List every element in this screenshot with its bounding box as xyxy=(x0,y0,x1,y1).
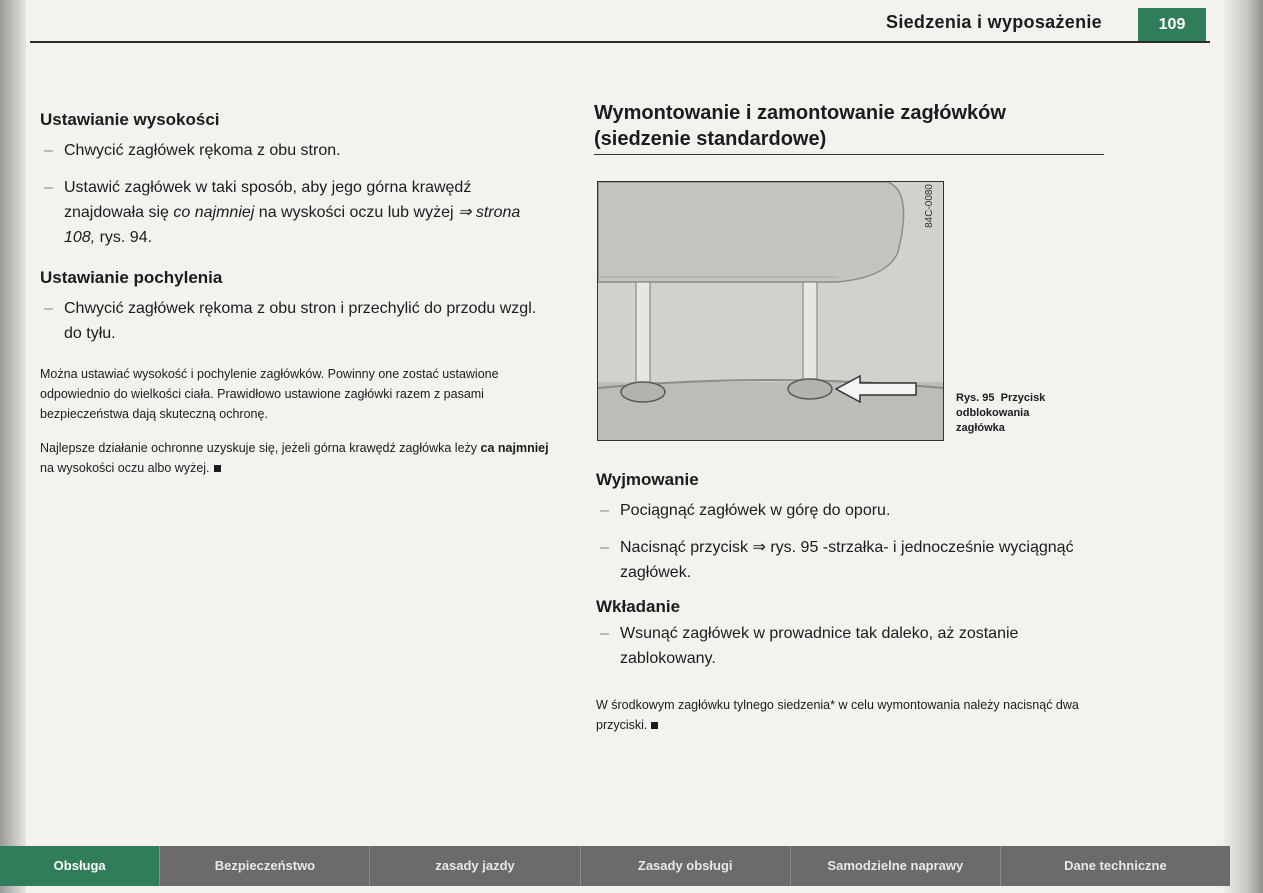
chapter-nav xyxy=(0,846,1230,886)
note-paragraph-2 xyxy=(40,438,555,478)
insert-step-1 xyxy=(596,621,1106,671)
step-text: Chwycić zagłówek rękoma z obu stron. xyxy=(64,142,341,159)
height-step-2 xyxy=(40,175,555,250)
step-text: Wsunąć zagłówek w prowadnice tak daleko, aż zostanie zablokowany. xyxy=(620,625,1019,667)
step-text: Ustawić zagłówek w taki sposób, aby jego górna krawędź znajdowała się xyxy=(64,179,472,221)
step-dash: – xyxy=(600,502,609,519)
step-dash: – xyxy=(600,539,609,556)
page-reference-link[interactable]: ⇒ strona 108, xyxy=(64,204,521,246)
right-note xyxy=(596,695,1106,735)
tab-dane-techniczne[interactable]: Dane techniczne xyxy=(1064,858,1167,873)
step-dash: – xyxy=(44,142,53,159)
height-heading: Ustawianie wysokości xyxy=(40,110,220,129)
tab-bezpieczenstwo[interactable]: Bezpieczeństwo xyxy=(160,846,370,886)
caption-text: Przycisk odblokowania zagłówka xyxy=(956,392,1046,434)
tilt-heading: Ustawianie pochylenia xyxy=(40,268,223,287)
remove-step-1 xyxy=(596,498,1106,523)
heading-rule xyxy=(594,154,1104,155)
tab-samodzielne-naprawy[interactable]: Samodzielne naprawy xyxy=(791,846,1001,886)
page-edge-right xyxy=(1223,0,1263,893)
end-marker xyxy=(214,465,221,472)
note-emphasis: ca najmniej xyxy=(480,441,549,455)
page-edge-left xyxy=(0,0,26,893)
remove-step-2 xyxy=(596,535,1106,585)
header-divider xyxy=(30,41,1210,43)
end-marker xyxy=(651,722,658,729)
step-text: Chwycić zagłówek rękoma z obu stron i przechylić do przodu wzgl. do tyłu. xyxy=(64,300,537,342)
left-column xyxy=(40,110,555,491)
caption-number: Rys. 95 xyxy=(956,392,995,404)
figure-code: 84C-0080 xyxy=(924,184,935,228)
note-text: na wysokości oczu albo wyżej. xyxy=(40,461,210,475)
note-text: W środkowym zagłówku tylnego siedzenia* w celu wymontowania należy nacisnąć dwa przyciski. xyxy=(596,698,1079,732)
headrest-illustration xyxy=(598,182,943,440)
step-emphasis: co najmniej xyxy=(173,204,255,221)
height-step-1 xyxy=(40,138,555,163)
headrest-figure xyxy=(597,181,944,441)
step-dash: – xyxy=(600,625,609,642)
right-column-title xyxy=(594,100,1104,155)
page-number: 109 xyxy=(1138,8,1206,42)
tab-zasady-jazdy[interactable]: zasady jazdy xyxy=(370,846,580,886)
figure-caption xyxy=(956,391,1076,436)
step-dash: – xyxy=(44,179,53,196)
right-column-body xyxy=(596,470,1106,748)
tab-obsluga[interactable]: Obsługa xyxy=(0,846,160,886)
remove-heading: Wyjmowanie xyxy=(596,470,699,489)
tilt-step-1 xyxy=(40,296,555,346)
section-title: Siedzenia i wyposażenie xyxy=(886,12,1102,32)
step-text: na wyskości oczu lub wyżej xyxy=(254,204,458,221)
step-text: Nacisnąć przycisk ⇒ rys. 95 -strzałka- i jednocześnie wyciągnąć zagłówek. xyxy=(620,539,1074,581)
step-text: Pociągnąć zagłówek w górę do oporu. xyxy=(620,502,891,519)
step-text: rys. 94. xyxy=(95,229,153,246)
note-text: Najlepsze działanie ochronne uzyskuje się, jeżeli górna krawędź zagłówka leży xyxy=(40,441,481,455)
insert-heading: Wkładanie xyxy=(596,597,681,616)
step-dash: – xyxy=(44,300,53,317)
tab-zasady-obslugi[interactable]: Zasady obsługi xyxy=(581,846,791,886)
section-heading: Wymontowanie i zamontowanie zagłówków (siedzenie standardowe) xyxy=(594,102,1006,150)
note-paragraph-1: Można ustawiać wysokość i pochylenie zagłówków. Powinny one zostać ustawione odpowiednio do wielkości ciała. Prawidłowo ustawione zagłówki razem z pasami bezpieczeństwa dają skuteczną ochronę. xyxy=(40,367,499,421)
